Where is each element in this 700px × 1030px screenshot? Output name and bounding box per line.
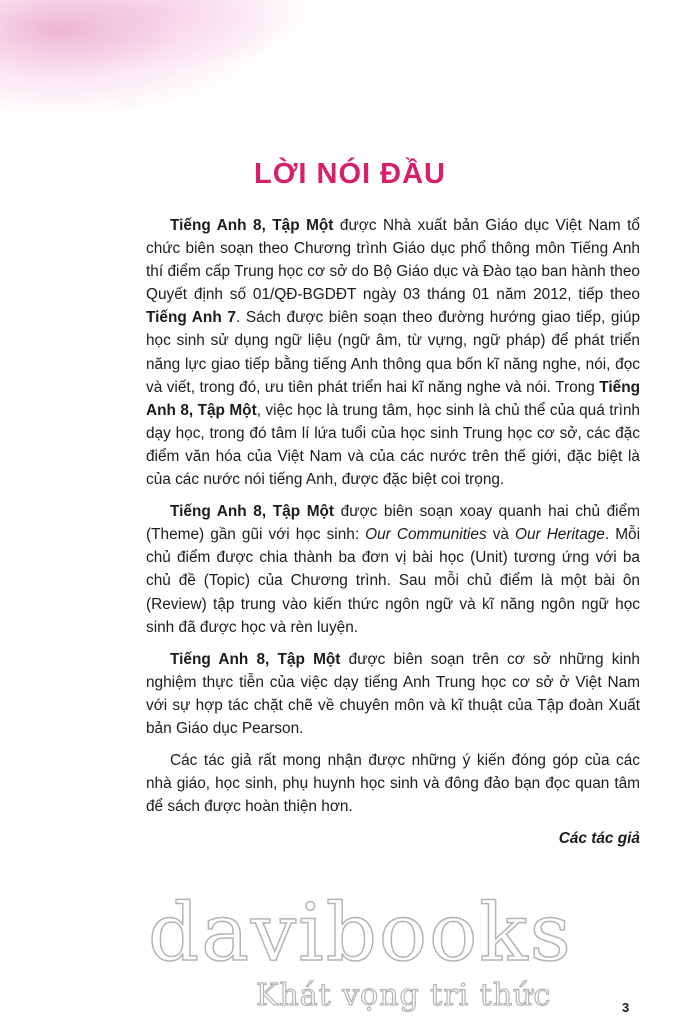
pink-corner-decoration — [0, 0, 320, 140]
watermark-tagline: Khát vọng tri thức — [256, 978, 552, 1013]
book-name-bold: Tiếng Anh 8, Tập Một — [170, 650, 341, 668]
book-name-bold: Tiếng Anh 8, Tập Một — [170, 503, 335, 521]
page-number: 3 — [622, 1000, 630, 1015]
page-title: LỜI NÓI ĐẦU — [253, 158, 446, 190]
paragraph-text: . Mỗi chủ điểm được chia thành ba đơn vị bài học (Unit) tương ứng với ba chủ đề (Topic) của Chương trình. Sau mỗi chủ điểm là một bài ôn (Review) tập trung vào kiến thức ngôn ngữ và kĩ năng ngôn ngữ học sinh đã được học và rèn luyện. — [146, 526, 640, 636]
paragraph-3 — [146, 648, 640, 740]
paragraph-2 — [146, 500, 640, 639]
book-name-bold: Tiếng Anh 8, Tập Một — [146, 378, 640, 419]
paragraph-1 — [146, 214, 640, 491]
paragraph-text: được biên soạn trên cơ sở những kinh nghiệm thực tiễn của việc dạy tiếng Anh Trung học cơ sở ở Việt Nam với sự hợp tác chặt chẽ về chuyên môn và kĩ thuật của Tập đoàn Xuất bản Giáo dục Pearson. — [146, 650, 640, 737]
paragraph-text: . Sách được biên soạn theo đường hướng giao tiếp, giúp học sinh sử dụng ngữ liệu (ngữ âm, từ vựng, ngữ pháp) để phát triển năng lực giao tiếp bằng tiếng Anh thông qua bốn kĩ năng nghe, nói, đọc và viết, trong đó, ưu tiên phát triển hai kĩ năng nghe và nói. Trong — [146, 309, 641, 396]
paragraph-text: và — [486, 526, 515, 544]
paragraph-text: được biên soạn xoay quanh hai chủ điểm (Theme) gần gũi với học sinh: — [146, 503, 640, 544]
preface-body — [146, 214, 640, 850]
paragraph-4 — [146, 749, 640, 818]
paragraph-text: , việc học là trung tâm, học sinh là chủ thể của quá trình dạy học, trong đó tâm lí lứa tuổi của học sinh Trung học cơ sở, các đặc điểm văn hóa của Việt Nam và của các nước trên thế giới, đặc biệt là của các nước nói tiếng Anh, được đặc biệt coi trọng. — [146, 401, 640, 489]
watermark-brand: davibooks — [148, 886, 573, 979]
signature: Các tác giả — [558, 830, 640, 848]
paragraph-text: Các tác giả rất mong nhận được những ý kiến đóng góp của các nhà giáo, học sinh, phụ huynh học sinh và đông đảo bạn đọc quan tâm để sách được hoàn thiện hơn. — [146, 752, 640, 816]
book-name-bold: Tiếng Anh 7 — [146, 309, 236, 327]
paragraph-text: được Nhà xuất bản Giáo dục Việt Nam tổ chức biên soạn theo Chương trình Giáo dục phổ thông môn Tiếng Anh thí điểm cấp Trung học cơ sở do Bộ Giáo dục và Đào tạo ban hành theo Quyết định số 01/QĐ-BGDĐT ngày 03 tháng 01 năm 2012, tiếp theo — [146, 217, 640, 304]
book-name-bold: Tiếng Anh 8, Tập Một — [170, 217, 334, 234]
theme-name-italic: Our Heritage — [515, 526, 605, 544]
theme-name-italic: Our Communities — [365, 526, 487, 544]
